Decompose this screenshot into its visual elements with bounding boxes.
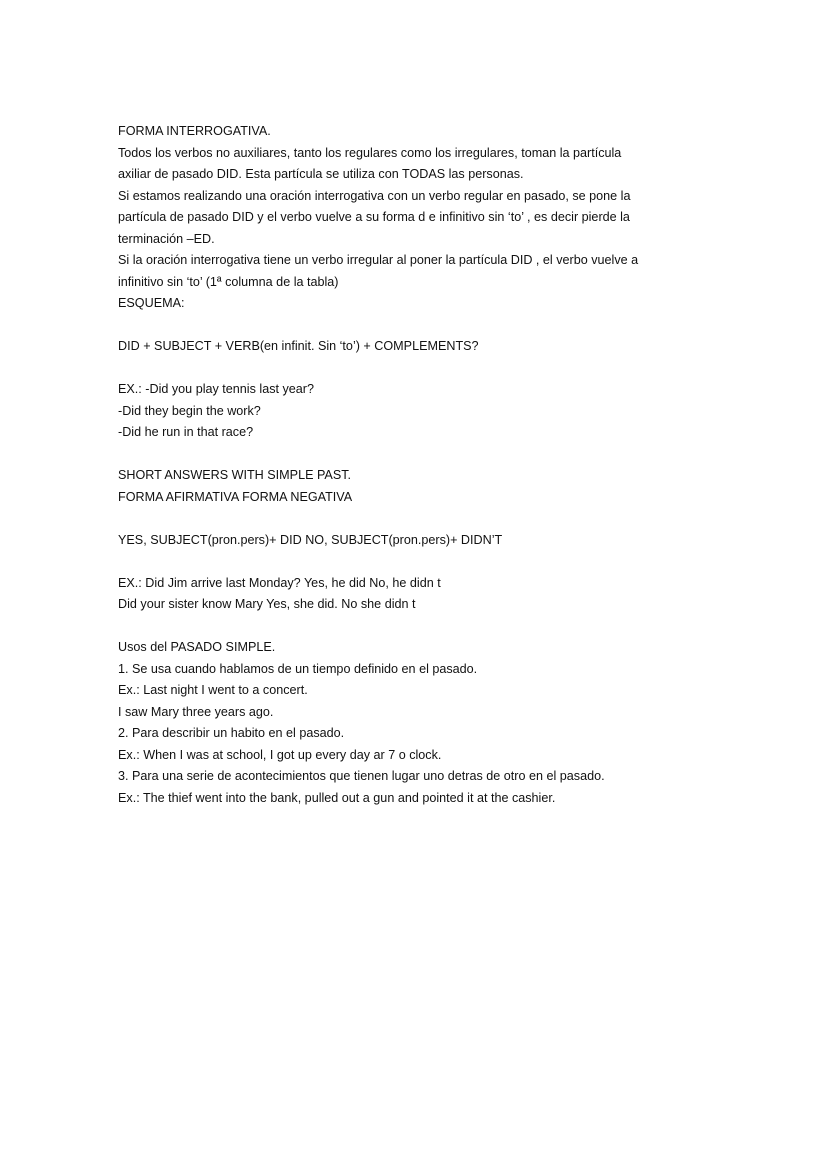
usos-line: Ex.: The thief went into the bank, pulled out a gun and pointed it at the cashier.	[118, 790, 556, 805]
blank-line	[118, 616, 718, 638]
schema-formula: DID + SUBJECT + VERB(en infinit. Sin ‘to’) + COMPLEMENTS?	[118, 339, 479, 353]
usos-line: Ex.: When I was at school, I got up every day ar 7 o clock.	[118, 747, 442, 762]
example-line: -Did they begin the work?	[118, 403, 261, 418]
paragraph-line: infinitivo sin ‘to’ (1ª columna de la tabla)	[118, 274, 339, 289]
document-page	[118, 121, 718, 809]
paragraph-line: Si estamos realizando una oración interrogativa con un verbo regular en pasado, se pone la	[118, 188, 631, 203]
short-answer-example: EX.: Did Jim arrive last Monday? Yes, he did No, he didn t	[118, 575, 441, 590]
blank-line	[118, 444, 718, 466]
usos-line: 2. Para describir un habito en el pasado.	[118, 726, 345, 740]
short-answer-example: Did your sister know Mary Yes, she did. No she didn t	[118, 597, 416, 611]
esquema-label: ESQUEMA:	[118, 296, 185, 310]
blank-line	[118, 315, 718, 337]
blank-line	[118, 508, 718, 530]
paragraph-line: axiliar de pasado DID. Esta partícula se utiliza con TODAS las personas.	[118, 167, 524, 181]
paragraph-line: Si la oración interrogativa tiene un verbo irregular al poner la partícula DID , el verbo vuelve a	[118, 253, 639, 267]
short-answers-formula: YES, SUBJECT(pron.pers)+ DID NO, SUBJECT(pron.pers)+ DIDN’T	[118, 532, 503, 547]
usos-line: 3. Para una serie de acontecimientos que tienen lugar uno detras de otro en el pasado.	[118, 769, 605, 783]
paragraph-line: partícula de pasado DID y el verbo vuelve a su forma d e infinitivo sin ‘to’ , es decir pierde la	[118, 210, 630, 224]
paragraph-line: Todos los verbos no auxiliares, tanto los regulares como los irregulares, toman la partícula	[118, 145, 622, 160]
paragraph-line: terminación –ED.	[118, 231, 215, 246]
usos-line: Ex.: Last night I went to a concert.	[118, 683, 308, 697]
blank-line	[118, 358, 718, 380]
example-line: -Did he run in that race?	[118, 425, 254, 439]
usos-title: Usos del PASADO SIMPLE.	[118, 640, 276, 654]
blank-line	[118, 551, 718, 573]
short-answers-title: SHORT ANSWERS WITH SIMPLE PAST.	[118, 468, 352, 482]
short-answers-subtitle: FORMA AFIRMATIVA FORMA NEGATIVA	[118, 489, 353, 504]
example-line: EX.: -Did you play tennis last year?	[118, 382, 314, 396]
usos-line: 1. Se usa cuando hablamos de un tiempo definido en el pasado.	[118, 661, 478, 676]
section-title-interrogativa: FORMA INTERROGATIVA.	[118, 124, 271, 138]
usos-line: I saw Mary three years ago.	[118, 704, 274, 719]
